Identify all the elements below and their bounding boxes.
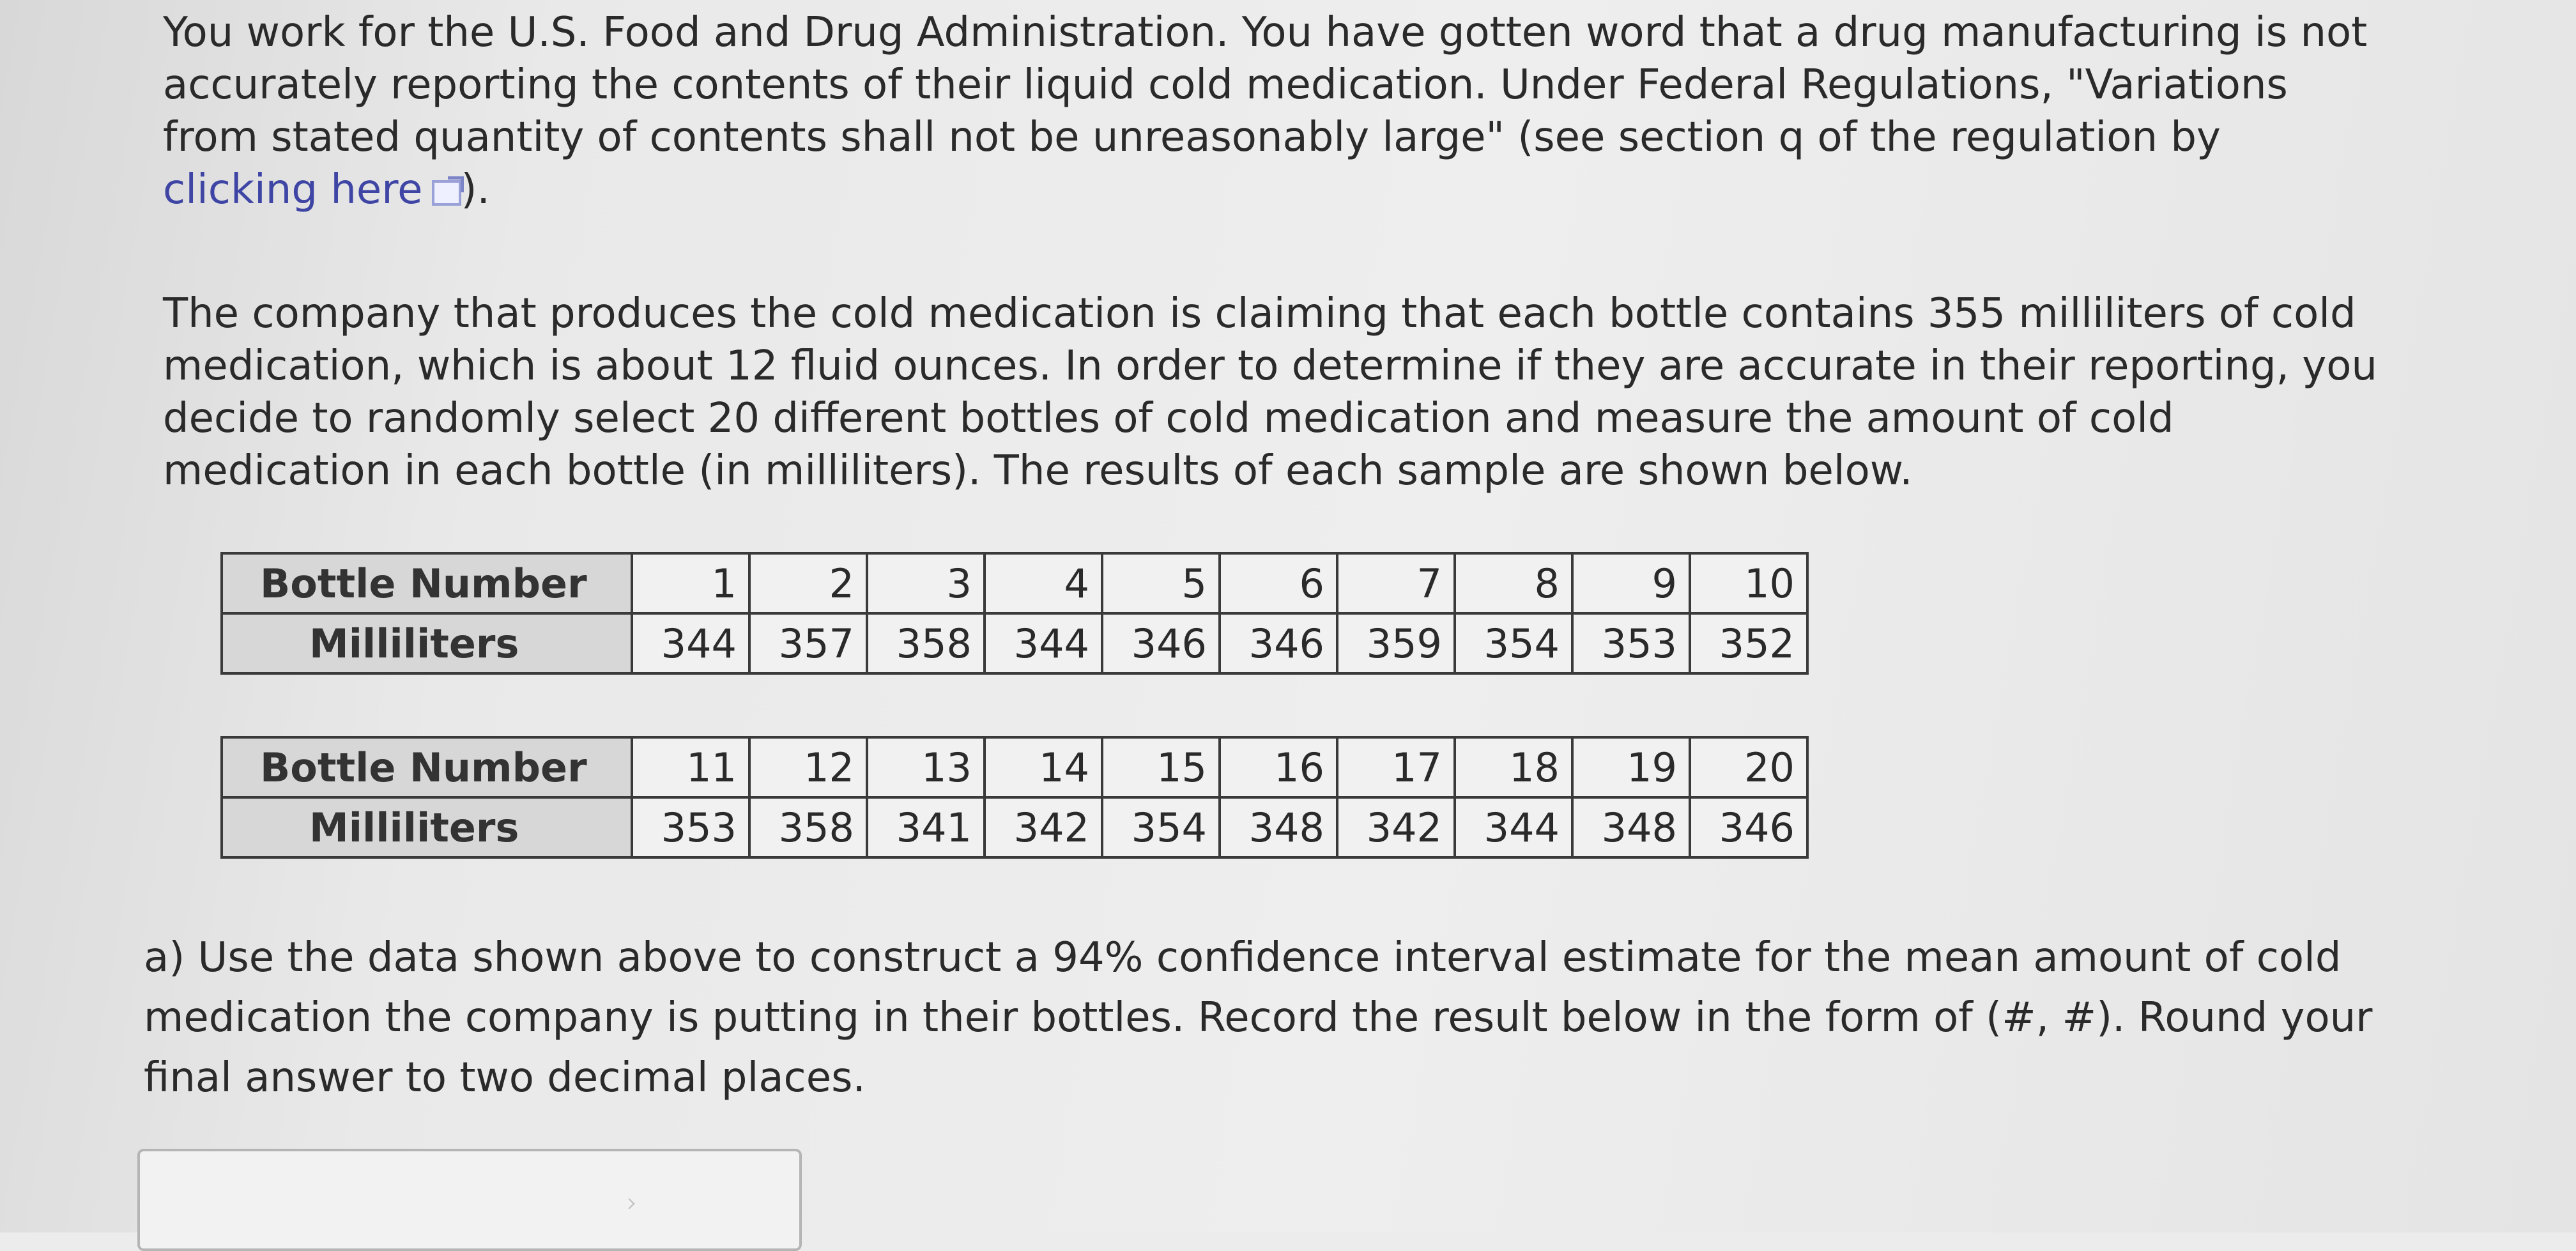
bottle-number-cell: 7	[1337, 553, 1455, 613]
milliliters-cell: 344	[1455, 797, 1572, 857]
bottle-number-cell: 19	[1572, 737, 1690, 797]
milliliters-cell: 358	[867, 613, 985, 673]
milliliters-cell: 344	[632, 613, 749, 673]
bottle-number-cell: 17	[1337, 737, 1455, 797]
bottle-table-2	[220, 736, 1809, 859]
bottle-number-cell: 10	[1690, 553, 1807, 613]
bottle-number-cell: 1	[632, 553, 749, 613]
milliliters-cell: 354	[1455, 613, 1572, 673]
answer-input[interactable]	[137, 1149, 802, 1251]
bottle-number-cell: 3	[867, 553, 985, 613]
bottle-number-cell: 18	[1455, 737, 1572, 797]
bottle-number-cell: 12	[749, 737, 867, 797]
intro-paragraph	[163, 6, 2386, 216]
bottle-table-1	[220, 552, 1809, 675]
milliliters-cell: 341	[867, 797, 985, 857]
milliliters-header: Milliliters	[222, 613, 632, 673]
bottle-number-cell: 20	[1690, 737, 1807, 797]
question-a-text: a) Use the data shown above to construct a 94% confidence interval estimate for the mean amount of cold medication the company is putting in their bottles. Record the result below in the form of (#, #). Round your final answer to two decimal places.	[144, 934, 2373, 1101]
milliliters-row	[222, 613, 1807, 673]
bottle-number-cell: 14	[985, 737, 1102, 797]
milliliters-cell: 344	[985, 613, 1102, 673]
bottle-number-cell: 15	[1102, 737, 1220, 797]
question-content	[144, 6, 2399, 1251]
milliliters-cell: 353	[1572, 613, 1690, 673]
milliliters-cell: 354	[1102, 797, 1220, 857]
regulation-link[interactable]	[163, 166, 461, 213]
bottle-number-cell: 6	[1220, 553, 1337, 613]
milliliters-cell: 346	[1690, 797, 1807, 857]
bottle-number-row	[222, 553, 1807, 613]
bottle-number-cell: 8	[1455, 553, 1572, 613]
description-paragraph: The company that produces the cold medication is claiming that each bottle contains 355 milliliters of cold medication, which is about 12 fluid ounces. In order to determine if they are accurate in their reporting, you decide to randomly select 20 different bottles of cold medication and measure the amount of cold medication in each bottle (in milliliters). The results of each sample are shown below.	[163, 290, 2377, 495]
bottle-number-cell: 2	[749, 553, 867, 613]
bottle-number-header: Bottle Number	[222, 737, 632, 797]
bottle-number-header: Bottle Number	[222, 553, 632, 613]
milliliters-cell: 348	[1220, 797, 1337, 857]
bottle-number-cell: 4	[985, 553, 1102, 613]
bottle-number-cell: 11	[632, 737, 749, 797]
external-link-icon[interactable]	[432, 180, 461, 206]
milliliters-cell: 357	[749, 613, 867, 673]
milliliters-cell: 348	[1572, 797, 1690, 857]
milliliters-cell: 342	[1337, 797, 1455, 857]
milliliters-cell: 358	[749, 797, 867, 857]
milliliters-cell: 353	[632, 797, 749, 857]
milliliters-row	[222, 797, 1807, 857]
milliliters-cell: 359	[1337, 613, 1455, 673]
bottle-number-cell: 9	[1572, 553, 1690, 613]
intro-text: You work for the U.S. Food and Drug Administration. You have gotten word that a drug manufacturing is not accurately reporting the contents of their liquid cold medication. Under Federal Regulations, "Variations from stated quantity of contents shall not be unreasonably large" (see section q of the regulation by	[163, 9, 2368, 161]
bottle-number-row	[222, 737, 1807, 797]
bottle-number-cell: 5	[1102, 553, 1220, 613]
milliliters-cell: 346	[1102, 613, 1220, 673]
bottle-number-cell: 13	[867, 737, 985, 797]
milliliters-cell: 346	[1220, 613, 1337, 673]
milliliters-cell: 352	[1690, 613, 1807, 673]
milliliters-header: Milliliters	[222, 797, 632, 857]
regulation-link-label[interactable]: clicking here	[163, 166, 423, 213]
intro-text-end: ).	[461, 166, 490, 213]
milliliters-cell: 342	[985, 797, 1102, 857]
bottle-number-cell: 16	[1220, 737, 1337, 797]
